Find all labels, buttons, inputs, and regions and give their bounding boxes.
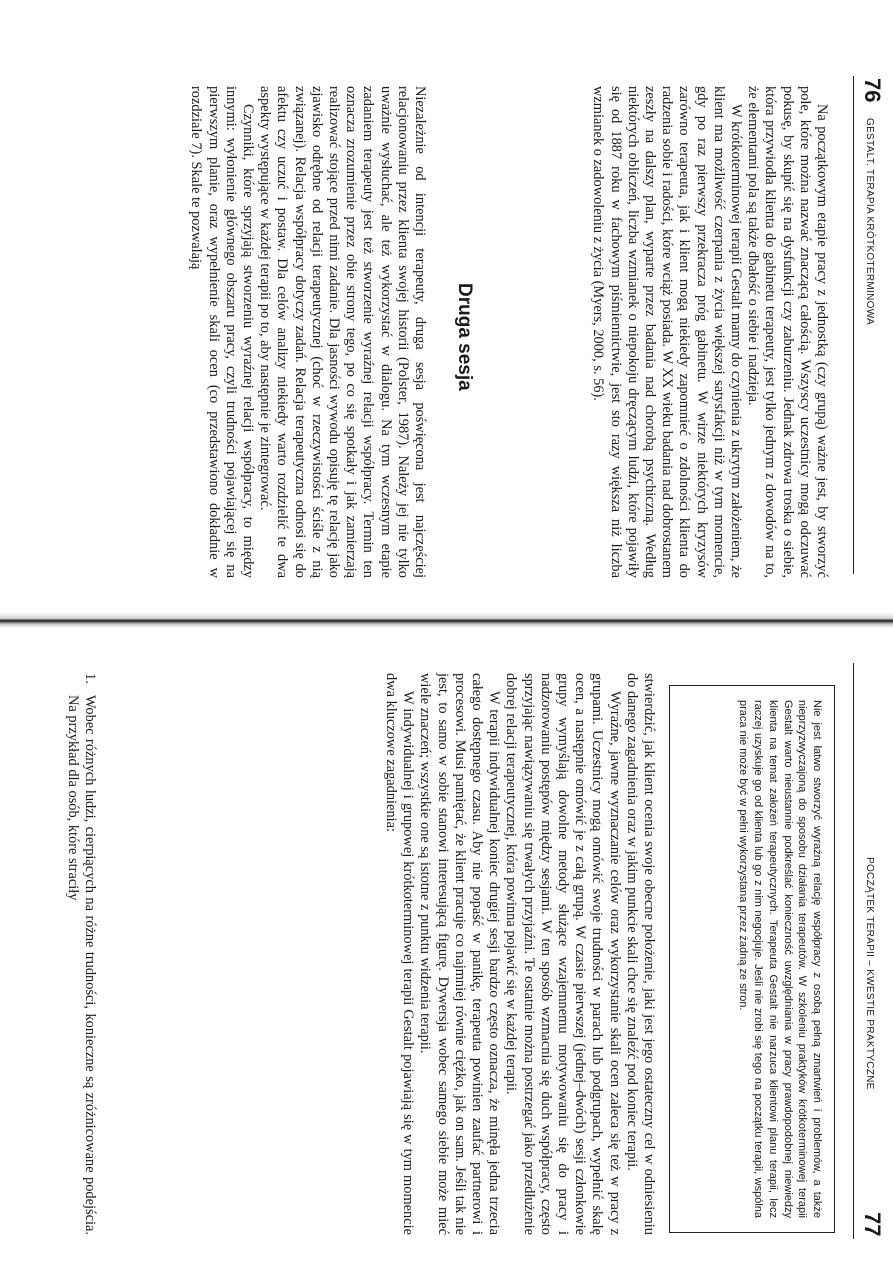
left-text-bottom [187,86,428,578]
paragraph: Czynniki, które sprzyjają stworzeniu wyraźnej relacji współpracy, to między innymi: wyłonienie głównego obszaru pracy, czyli trudności pojawiającej się na pierwszym planie, oraz wypełnienie skali ocen (co przedstawiono dokładnie w rozdziale 7). Skale te pozwalają [188,86,256,578]
right-page [0,633,893,1263]
list-number: 1. [82,673,98,684]
callout-text: Nie jest łatwo stworzyć wyraźną relację współpracy z osobą pełną zmartwień i problemów, a także nieprzyzwyczajoną do sposobu działania terapeutów. W szkoleniu praktyków krótkoterminowej terapii Gestalt warto nieustannie podkreślać konieczność uwzględniania w pracy prawdopodobnej niewiedzy klienta na temat założeń terapeutycznych. Terapeuta Gestalt nie narzuca klientowi planu terapii, lecz raczej uzyskuje go od klienta lub go z nim negocjuje. Jeśli nie zrobi się tego na początku terapii, wspólna praca nie może być w pełni wykorzystana przez żadną ze stron. [737,700,823,1218]
paragraph: W terapii indywidualnej koniec drugiej sesji bardzo często oznacza, że minęła jedna trzecia całego dostępnego czasu. Aby nie popaść w panikę, terapeuta powinien zaufać partnerowi i procesowi. Musi pamiętać, że klient pracuje co najmniej równie ciężko, jak on sam. Jeśli tak nie jest, to samo w sobie stanowi interesującą figurę. Dywersja wobec samego siebie może mieć wiele znaczeń; wszystkie one są istotne z punktu widzenia terapii. [417,673,503,1235]
list-item: Wobec różnych ludzi, cierpiących na różne trudności, konieczne są zróżnicowane podejścia. Na przykład dla osób, które straciły [64,695,98,1235]
left-text-top [589,86,830,578]
paragraph: Niezależnie od intencji terapeuty, druga sesja poświęcona jest najczęściej relacjonowaniu przez klienta swojej historii (Polster, 1987). Należy jej nie tylko uważnie wysłuchać, ale też wykorzystać w dialogu. Na tym wczesnym etapie zadaniem terapeuty jest też stworzenie wyraźnej relacji współpracy. Termin ten oznacza zrozumienie przez obie strony tego, po co się spotkały i jak zamierzają realizować stojące przed nimi zadanie. Dla jasności wywodu opisuję tę relację jako zjawisko odrębne od relacji terapeutycznej (choć w rzeczywistości ściśle z nią związanej). Relacja współpracy dotyczy zadań. Relacja terapeutyczna odnosi się do afektu czy uczuć i postaw. Dla celów analizy niekiedy warto rozdzielić te dwa aspekty występujące w każdej terapii po to, aby następnie je zintegrować. [257,86,428,578]
right-text [382,673,657,1235]
callout-box [669,685,835,1233]
running-header-left: GESTALT. TERAPIA KRÓTKOTERMINOWA [864,118,875,326]
header-rule-right [853,663,854,1239]
section-title: Druga sesja [454,283,475,391]
book-gutter [0,612,893,628]
paragraph: Na początkowym etapie pracy z jednostką (czy grupą) ważne jest, by stworzyć pole, które można nazwać znaczącą całością. Wszyscy uczestnicy mogą odczuwać pokusę, by skupić się na dysfunkcji czy zaburzeniu. Jednak zdrowa troska o siebie, która przywiodła klienta do gabinetu terapeuty, jest tylko jednym z dowodów na to, że elementami pola są także dbałość o siebie i nadzieja. [745,86,830,578]
paragraph: Wyraźne, jawne wyznaczanie celów oraz wykorzystanie skali ocen zaleca się też w pracy z grupami. Uczestnicy mogą omówić swoje trudności w parach lub podgrupach, wypełnić skalę ocen, a następnie omówić je z całą grupą. W czasie pierwszej (jednej–dwóch) sesji członkowie grupy wymyślają dowolne metody służące wzajemnemu motywowaniu się do pracy i nadzorowaniu postępów między sesjami. W ten sposób wzmacnia się duch współpracy, często sprzyjając nawiązywaniu się trwałych przyjaźni. Te ostatnie można postrzegać jako przedłużenie dobrej relacji terapeutycznej, która powinna pojawić się w każdej terapii. [503,673,623,1235]
left-page [0,0,893,620]
page-number-left: 76 [860,78,885,103]
paragraph: W indywidualnej i grupowej krótkoterminowej terapii Gestalt pojawiają się w tym momencie dwa kluczowe zagadnienia: [382,673,417,1235]
numbered-list [64,673,98,1235]
page-number-right: 77 [860,1212,885,1237]
paragraph: W krótkoterminowej terapii Gestalt mamy do czynienia z ukrytym założeniem, że klient ma możliwość czerpania z życia większej satysfakcji niż w tym momencie, gdy po raz pierwszy przekracza próg gabinetu. W wirze niektórych kryzysów zarówno terapeuta, jak i klient mogą niekiedy zapomnieć o zdolności klienta do radzenia sobie i radości, które wciąż posiada. W XX wieku badania nad dobrostanem zeszły na dalszy plan, wyparte przez badania nad chorobą psychiczną. Według niektórych obliczeń, liczba wzmianek o niepokoju dręczącym ludzi, które pojawiły się od 1887 roku w fachowym piśmiennictwie, jest sto razy większa niż liczba wzmianek o zadowoleniu z życia (Myers, 2000, s. 56). [590,86,744,578]
header-rule-left [853,76,854,574]
paragraph: stwierdzić, jak klient ocenia swoje obecne położenie, jaki jest jego ostateczny cel w odniesieniu do danego zagadnienia oraz w jakim punkcie skali chce się znaleźć pod koniec terapii. [623,673,657,1235]
running-header-right: POCZĄTEK TERAPII – KWESTIE PRAKTYCZNE [864,857,875,1090]
